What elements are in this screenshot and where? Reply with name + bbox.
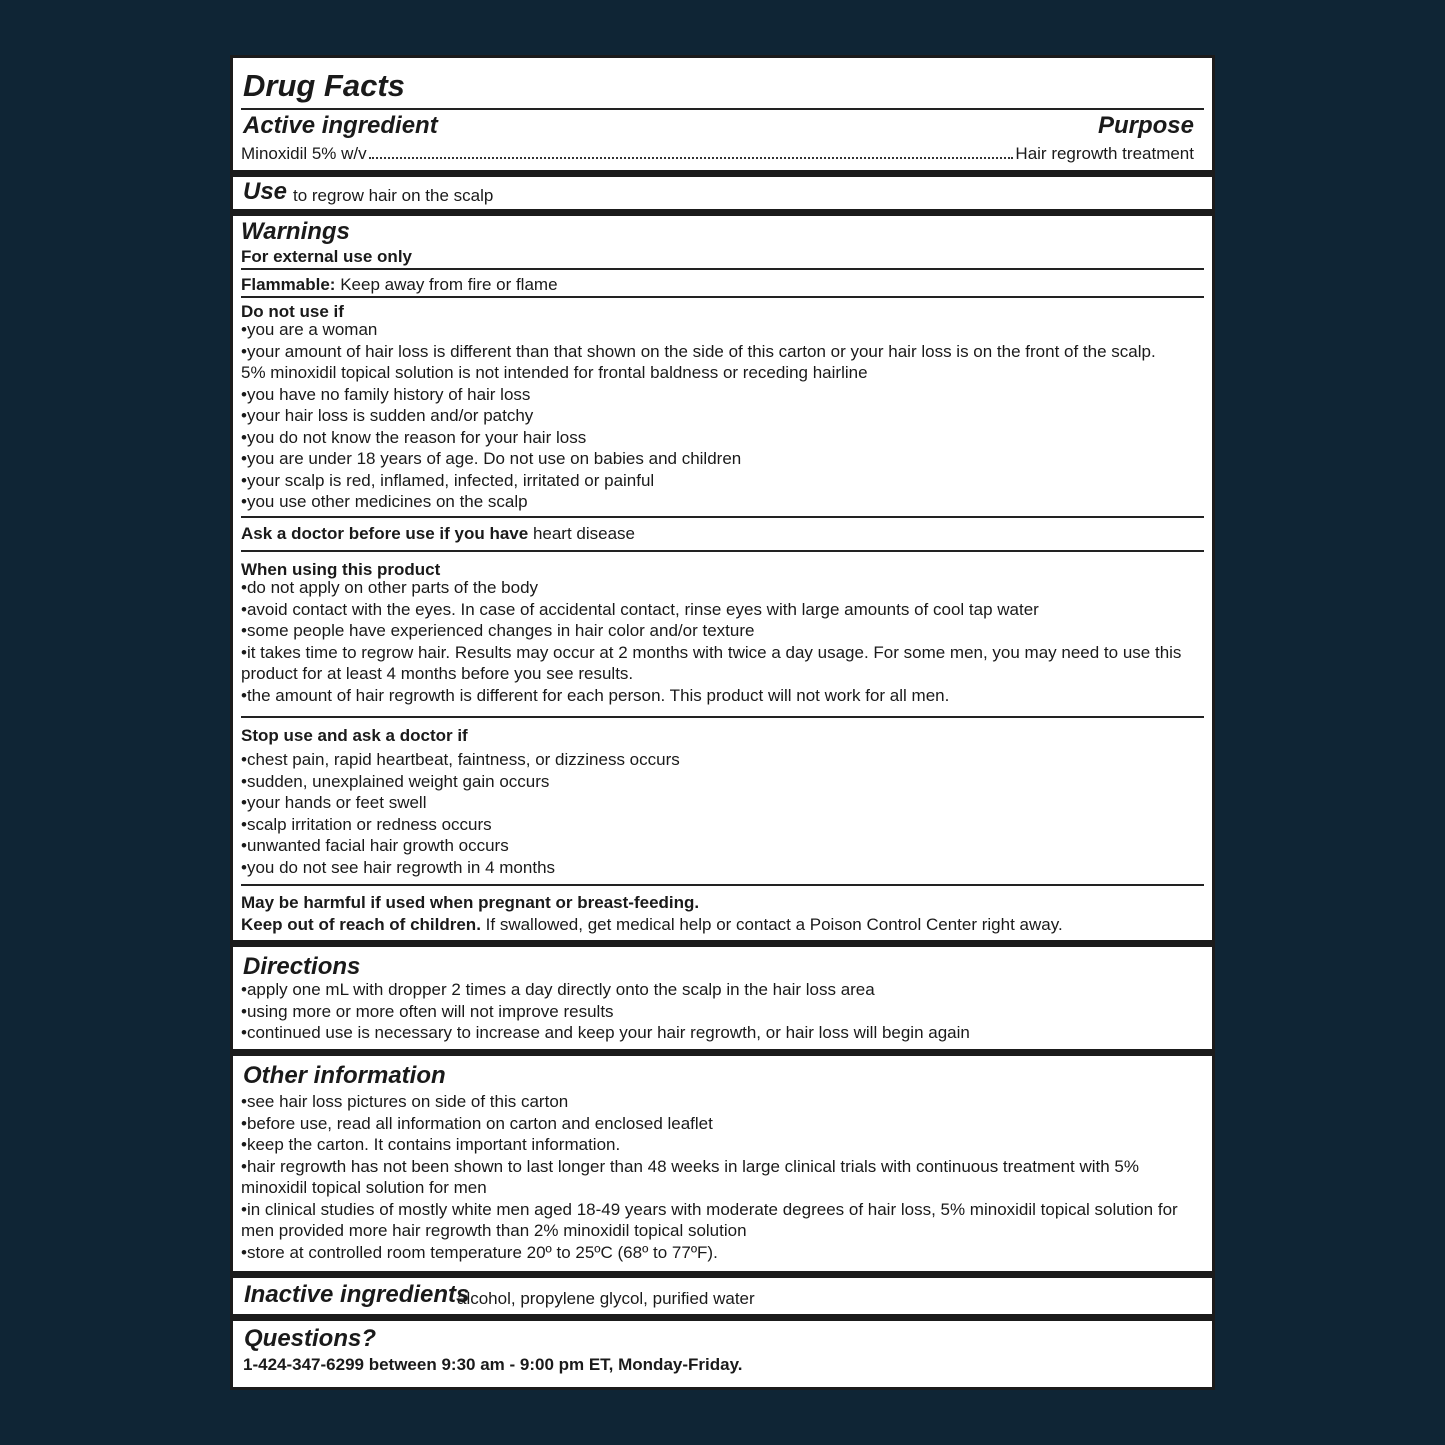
drug-facts-panel	[230, 55, 1215, 1390]
warnings-divider-2	[241, 296, 1204, 298]
warnings-divider-5	[241, 716, 1204, 718]
directions-heading: Directions	[243, 953, 361, 980]
list-item: • you use other medicines on the scalp	[241, 491, 1204, 513]
purpose-heading: Purpose	[1097, 112, 1194, 139]
use-heading: Use	[243, 178, 288, 205]
list-item: • you do not know the reason for your hair loss	[241, 427, 1204, 449]
list-item: 5% minoxidil topical solution is not intended for frontal baldness or receding hairline	[241, 363, 868, 382]
drug-facts-title: Drug Facts	[243, 68, 405, 103]
list-item: • you have no family history of hair loss	[241, 384, 1204, 406]
stop-use-list	[241, 749, 1204, 878]
list-item: • you are a woman	[241, 319, 1204, 341]
list-item: • you are under 18 years of age. Do not use on babies and children	[241, 448, 1204, 470]
do-not-use-heading: Do not use if	[241, 302, 344, 321]
list-item: • store at controlled room temperature 20º to 25ºC (68º to 77ºF).	[241, 1242, 1204, 1264]
list-item: • using more or more often will not improve results	[241, 1001, 1204, 1023]
children-warning-label: Keep out of reach of children.	[241, 915, 481, 934]
do-not-use-list	[241, 319, 1204, 513]
use-text: to regrow hair on the scalp	[293, 186, 494, 205]
list-item: • sudden, unexplained weight gain occurs	[241, 771, 1204, 793]
list-item: • your amount of hair loss is different than that shown on the side of this carton or your hair loss is on the front of the scalp.	[241, 341, 1204, 363]
list-item: minoxidil topical solution for men	[241, 1178, 487, 1197]
list-item: • the amount of hair regrowth is different for each person. This product will not work for all men.	[241, 685, 1204, 707]
warnings-divider-1	[241, 268, 1204, 270]
directions-section	[233, 947, 1212, 1049]
flammable-text: Keep away from fire or flame	[340, 275, 558, 294]
flammable-label: Flammable:	[241, 275, 336, 294]
active-ingredient-row	[241, 144, 1194, 166]
list-item: • scalp irritation or redness occurs	[241, 814, 1204, 836]
stop-use-heading: Stop use and ask a doctor if	[241, 726, 468, 745]
ask-doctor-line	[241, 523, 1204, 545]
list-item: • some people have experienced changes in hair color and/or texture	[241, 620, 1204, 642]
list-item: • chest pain, rapid heartbeat, faintness, or dizziness occurs	[241, 749, 1204, 771]
flammable-line	[241, 274, 1204, 296]
warnings-section	[233, 216, 1212, 940]
list-item: • hair regrowth has not been shown to last longer than 48 weeks in large clinical trials with continuous treatment with 5%	[241, 1156, 1204, 1178]
list-item: • continued use is necessary to increase and keep your hair regrowth, or hair loss will begin again	[241, 1022, 1204, 1044]
children-warning-text: If swallowed, get medical help or contact a Poison Control Center right away.	[485, 915, 1063, 934]
warnings-divider-3	[241, 516, 1204, 518]
list-item: • in clinical studies of mostly white men aged 18-49 years with moderate degrees of hair loss, 5% minoxidil topical solution for	[241, 1199, 1204, 1221]
dotted-leader	[369, 157, 1014, 159]
questions-phone-text: 1-424-347-6299 between 9:30 am - 9:00 pm ET, Monday-Friday.	[243, 1355, 743, 1374]
ask-doctor-text: heart disease	[532, 524, 636, 543]
list-item: • keep the carton. It contains important information.	[241, 1134, 1204, 1156]
active-ingredient-section	[233, 58, 1212, 170]
when-using-list	[241, 577, 1204, 706]
list-item: • your hair loss is sudden and/or patchy	[241, 405, 1204, 427]
list-item: • before use, read all information on carton and enclosed leaflet	[241, 1113, 1204, 1135]
warnings-divider-4	[241, 550, 1204, 552]
pregnancy-warning: May be harmful if used when pregnant or breast-feeding.	[241, 893, 700, 912]
active-ingredient-purpose: Hair regrowth treatment	[1015, 144, 1194, 163]
list-item: product for at least 4 months before you see results.	[241, 664, 634, 683]
list-item: • see hair loss pictures on side of this carton	[241, 1091, 1204, 1113]
title-divider	[241, 108, 1204, 110]
inactive-ingredients-text: alcohol, propylene glycol, purified water	[457, 1289, 755, 1308]
list-item: • your scalp is red, inflamed, infected, irritated or painful	[241, 470, 1204, 492]
list-item: • it takes time to regrow hair. Results may occur at 2 months with twice a day usage. For some men, you may need to use this	[241, 642, 1204, 664]
other-information-section	[233, 1056, 1212, 1271]
list-item: • your hands or feet swell	[241, 792, 1204, 814]
when-using-heading: When using this product	[241, 560, 441, 579]
list-item: • you do not see hair regrowth in 4 months	[241, 857, 1204, 879]
external-use-text: For external use only	[241, 247, 412, 266]
list-item: • apply one mL with dropper 2 times a day directly onto the scalp in the hair loss area	[241, 979, 1204, 1001]
other-information-list	[241, 1091, 1204, 1263]
inactive-ingredients-section	[233, 1278, 1212, 1314]
questions-heading: Questions?	[244, 1325, 377, 1352]
inactive-ingredients-heading: Inactive ingredients	[244, 1281, 470, 1308]
directions-list	[241, 979, 1204, 1044]
list-item: men provided more hair regrowth than 2% minoxidil topical solution	[241, 1221, 747, 1240]
active-ingredient-name: Minoxidil 5% w/v	[241, 144, 367, 163]
use-section	[233, 177, 1212, 209]
questions-section	[233, 1321, 1212, 1387]
other-information-heading: Other information	[243, 1062, 446, 1089]
list-item: • unwanted facial hair growth occurs	[241, 835, 1204, 857]
ask-doctor-label: Ask a doctor before use if you have	[241, 524, 529, 543]
warnings-divider-6	[241, 884, 1204, 886]
list-item: • do not apply on other parts of the body	[241, 577, 1204, 599]
list-item: • avoid contact with the eyes. In case of accidental contact, rinse eyes with large amounts of cool tap water	[241, 599, 1204, 621]
active-ingredient-heading: Active ingredient	[243, 112, 438, 139]
warnings-heading: Warnings	[241, 218, 350, 245]
children-warning-line	[241, 914, 1204, 936]
